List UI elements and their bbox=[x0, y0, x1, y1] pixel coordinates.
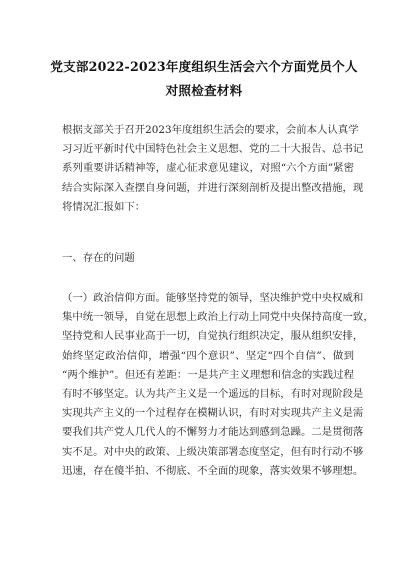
body-line: 坚持党和人民事业高于一切，自觉执行组织决定，服从组织安排， bbox=[62, 330, 364, 343]
intro-paragraph bbox=[62, 121, 364, 217]
body-line: 集中统一领导，自觉在思想上政治上行动上同党中央保持高度一致， bbox=[62, 311, 374, 324]
body-paragraph bbox=[62, 289, 374, 481]
body-line: （一）政治信仰方面。能够坚持党的领导，坚决维护党中央权威和 bbox=[62, 292, 364, 304]
intro-line: 根据支部关于召开2023年度组织生活会的要求，会前本人认真学 bbox=[62, 124, 359, 136]
body-line: 要我们共产党人几代人的不懈努力才能达到感到急躁。二是贯彻落 bbox=[62, 426, 364, 439]
intro-line: 习习近平新时代中国特色社会主义思想、党的二十大报告、总书记 bbox=[62, 143, 364, 156]
document-title-line-1: 党支部2022-2023年度组织生活会六个方面党员个人 bbox=[50, 59, 358, 74]
body-line: 有时不够坚定。认为共产主义是一个遥远的目标，有时对现阶段是 bbox=[62, 387, 364, 400]
intro-line: 将情况汇报如下： bbox=[62, 200, 146, 213]
intro-line: 系列重要讲话精神等，虚心征求意见建议，对照“六个方面”紧密 bbox=[62, 162, 354, 175]
section-heading: 一、存在的问题 bbox=[62, 252, 135, 264]
body-line: 实不足。对中央的政策、上级决策部署态度坚定，但有时行动不够 bbox=[62, 445, 364, 458]
body-line: 始终坚定政治信仰，增强“四个意识”、坚定“四个自信”、做到 bbox=[62, 349, 354, 362]
body-line: “两个维护”。但还有差距：一是共产主义理想和信念的实践过程 bbox=[62, 368, 354, 381]
document-title-line-2: 对照检查材料 bbox=[165, 83, 243, 98]
body-line: 实现共产主义的一个过程存在模糊认识，有时对实现共产主义是需 bbox=[62, 407, 364, 420]
intro-line: 结合实际深入查摆自身问题，并进行深刻剖析及提出整改措施，现 bbox=[62, 181, 364, 194]
body-line: 迅速，存在傻半拍、不彻底、不全面的现象，落实效果不够理想。 bbox=[62, 464, 364, 477]
